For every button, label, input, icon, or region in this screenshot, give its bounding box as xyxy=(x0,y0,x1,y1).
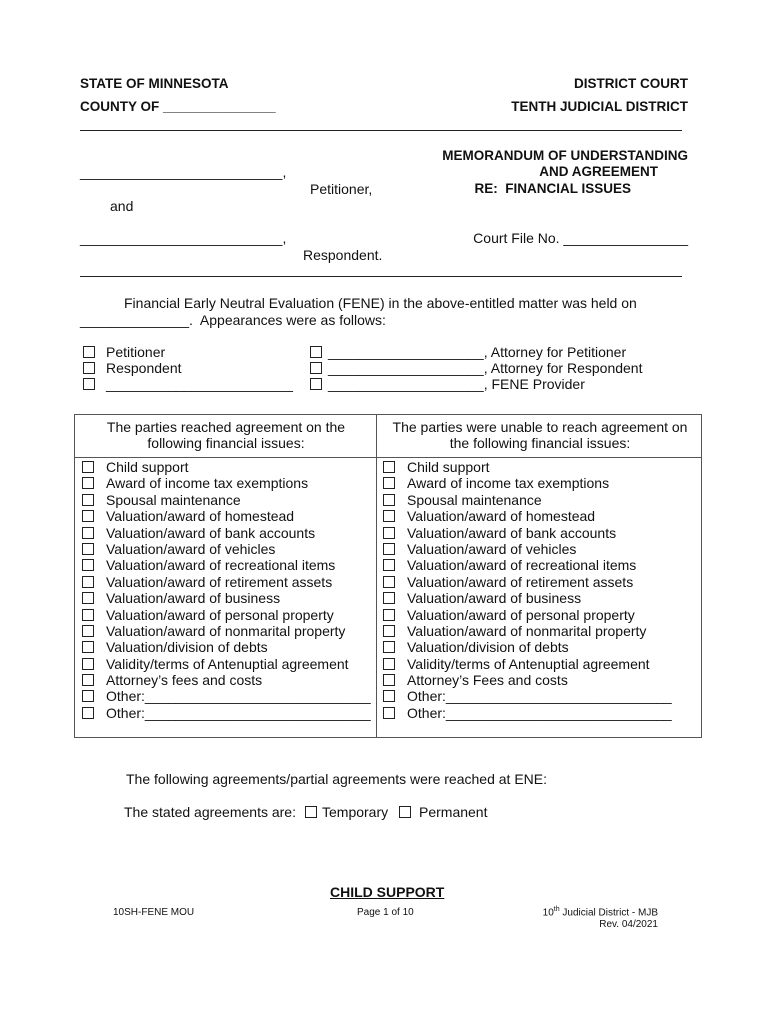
agreed-issue-label: Valuation/award of nonmarital property xyxy=(106,622,346,639)
agreed-issue-label: Valuation/award of personal property xyxy=(106,606,334,623)
unagreed-issue-item xyxy=(376,590,702,606)
respondent-name-blank[interactable]: __________________________, xyxy=(80,230,287,246)
agreed-issue-item xyxy=(75,557,375,573)
agreed-issue-item xyxy=(75,525,375,541)
petitioner-appearance-label: Petitioner xyxy=(106,344,166,360)
permanent-label: Permanent xyxy=(419,804,488,820)
fene-provider-label[interactable]: ____________________, FENE Provider xyxy=(328,376,585,392)
agreed-issue-label: Validity/terms of Antenuptial agreement xyxy=(106,655,349,672)
district-footer-suffix: th xyxy=(553,906,560,913)
unagreed-issue-label: Valuation/award of retirement assets xyxy=(407,573,634,590)
permanent-checkbox[interactable] xyxy=(399,806,411,818)
unagreed-issue-item xyxy=(376,623,702,639)
unagreed-issue-item xyxy=(376,508,702,524)
unagreed-issue-checkbox[interactable] xyxy=(383,641,395,653)
unagreed-issue-checkbox[interactable] xyxy=(383,690,395,702)
district-heading: TENTH JUDICIAL DISTRICT xyxy=(511,99,688,114)
unagreed-issue-item xyxy=(376,705,702,721)
petitioner-label: Petitioner, xyxy=(310,181,373,197)
unagreed-issue-checkbox[interactable] xyxy=(383,527,395,539)
petitioner-checkbox[interactable] xyxy=(83,346,95,358)
unagreed-issues-list xyxy=(376,459,702,721)
agreed-issue-item xyxy=(75,508,375,524)
agreed-issue-item xyxy=(75,607,375,623)
agreed-issue-label: Valuation/award of vehicles xyxy=(106,540,276,557)
unagreed-issue-checkbox[interactable] xyxy=(383,576,395,588)
agreed-issue-item xyxy=(75,639,375,655)
attorney-respondent-label[interactable]: ____________________, Attorney for Respondent xyxy=(328,360,643,376)
unagreed-issue-checkbox[interactable] xyxy=(383,658,395,670)
unagreed-issue-label: Valuation/award of business xyxy=(407,590,582,607)
agreed-issue-label: Valuation/award of retirement assets xyxy=(106,573,333,590)
unagreed-issue-item xyxy=(376,557,702,573)
unagreed-issue-checkbox[interactable] xyxy=(383,707,395,719)
agreed-issue-label: Valuation/award of recreational items xyxy=(106,557,336,574)
temporary-label: Temporary xyxy=(322,804,389,820)
agreed-issue-checkbox[interactable] xyxy=(82,625,94,637)
district-footer-text: Judicial District - MJB xyxy=(559,907,658,919)
unagreed-issue-label: Other:_____________________________ xyxy=(407,688,672,705)
agreed-issue-item xyxy=(75,574,375,590)
unagreed-issue-item xyxy=(376,459,702,475)
agreed-column-header: The parties reached agreement on the following financial issues: xyxy=(106,419,346,451)
unagreed-issue-checkbox[interactable] xyxy=(383,609,395,621)
agreed-issue-label: Attorney’s fees and costs xyxy=(106,672,263,689)
agreed-issue-label: Valuation/award of bank accounts xyxy=(106,524,316,541)
attorney-petitioner-checkbox[interactable] xyxy=(310,346,322,358)
unagreed-issue-label: Valuation/award of recreational items xyxy=(407,557,637,574)
temporary-checkbox[interactable] xyxy=(305,806,317,818)
unagreed-issue-item xyxy=(376,639,702,655)
other-party-checkbox[interactable] xyxy=(83,378,95,390)
unagreed-issue-item xyxy=(376,688,702,704)
unagreed-column-header: The parties were unable to reach agreement on the following financial issues: xyxy=(392,419,688,451)
agreed-issue-item xyxy=(75,492,375,508)
agreed-issue-checkbox[interactable] xyxy=(82,690,94,702)
agreed-issue-checkbox[interactable] xyxy=(82,658,94,670)
unagreed-issue-checkbox[interactable] xyxy=(383,477,395,489)
unagreed-issue-checkbox[interactable] xyxy=(383,592,395,604)
intro-line-1: Financial Early Neutral Evaluation (FENE) in the above-entitled matter was held on xyxy=(124,295,637,311)
revision-date: Rev. 04/2021 xyxy=(599,919,658,930)
unagreed-issue-item xyxy=(376,475,702,491)
child-support-heading: CHILD SUPPORT xyxy=(330,884,445,900)
unagreed-issue-item xyxy=(376,672,702,688)
unagreed-issue-checkbox[interactable] xyxy=(383,461,395,473)
agreed-issue-label: Award of income tax exemptions xyxy=(106,475,309,492)
title-line-3: RE: FINANCIAL ISSUES xyxy=(474,181,631,196)
unagreed-issue-checkbox[interactable] xyxy=(383,559,395,571)
agreed-issue-checkbox[interactable] xyxy=(82,592,94,604)
petitioner-name-blank[interactable]: __________________________, xyxy=(80,164,287,180)
agreed-issue-checkbox[interactable] xyxy=(82,477,94,489)
court-heading: DISTRICT COURT xyxy=(574,76,688,91)
attorney-petitioner-label[interactable]: ____________________, Attorney for Petitioner xyxy=(328,344,627,360)
and-label: and xyxy=(110,198,134,214)
agreed-issue-label: Spousal maintenance xyxy=(106,491,241,508)
title-line-1: MEMORANDUM OF UNDERSTANDING xyxy=(442,148,688,163)
other-party-blank[interactable]: ________________________ xyxy=(106,376,293,392)
unagreed-issue-item xyxy=(376,607,702,623)
agreed-issue-checkbox[interactable] xyxy=(82,494,94,506)
financial-issues-table xyxy=(74,414,702,738)
agreed-issue-label: Valuation/award of homestead xyxy=(106,508,295,525)
unagreed-issue-item xyxy=(376,656,702,672)
respondent-checkbox[interactable] xyxy=(83,362,95,374)
unagreed-issue-label: Valuation/award of vehicles xyxy=(407,540,577,557)
unagreed-issue-checkbox[interactable] xyxy=(383,543,395,555)
agreed-issue-checkbox[interactable] xyxy=(82,576,94,588)
agreed-issue-item xyxy=(75,590,375,606)
agreed-issue-item xyxy=(75,541,375,557)
table-header-divider xyxy=(75,457,701,458)
title-line-2: AND AGREEMENT xyxy=(539,164,658,179)
agreed-issue-item xyxy=(75,656,375,672)
agreed-issue-checkbox[interactable] xyxy=(82,609,94,621)
agreed-issue-checkbox[interactable] xyxy=(82,641,94,653)
district-footer xyxy=(543,906,658,918)
fene-provider-checkbox[interactable] xyxy=(310,378,322,390)
agreed-issue-label: Child support xyxy=(106,459,189,475)
stated-agreements-label: The stated agreements are: xyxy=(124,804,296,820)
unagreed-issue-label: Valuation/award of personal property xyxy=(407,606,635,623)
unagreed-issue-label: Valuation/award of nonmarital property xyxy=(407,622,647,639)
unagreed-issue-label: Valuation/award of bank accounts xyxy=(407,524,617,541)
agreed-issue-item xyxy=(75,459,375,475)
agreements-reached-line: The following agreements/partial agreements were reached at ENE: xyxy=(126,771,547,787)
court-file-number[interactable]: Court File No. ________________ xyxy=(473,230,688,246)
page-number: Page 1 of 10 xyxy=(357,907,414,918)
agreed-issue-label: Other:_____________________________ xyxy=(106,688,371,705)
unagreed-issue-label: Attorney’s Fees and costs xyxy=(407,672,568,689)
unagreed-issue-label: Child support xyxy=(407,459,490,475)
unagreed-issue-label: Valuation/division of debts xyxy=(407,639,569,656)
agreed-issue-checkbox[interactable] xyxy=(82,674,94,686)
agreed-issue-item xyxy=(75,475,375,491)
unagreed-issue-checkbox[interactable] xyxy=(383,510,395,522)
county-heading: COUNTY OF _______________ xyxy=(80,99,276,114)
respondent-label: Respondent. xyxy=(303,247,383,263)
agreed-issue-item xyxy=(75,672,375,688)
unagreed-issue-label: Valuation/award of homestead xyxy=(407,508,596,525)
header-divider xyxy=(80,130,682,131)
agreed-issue-checkbox[interactable] xyxy=(82,559,94,571)
unagreed-issue-item xyxy=(376,525,702,541)
state-heading: STATE OF MINNESOTA xyxy=(80,76,229,91)
agreed-issue-label: Other:_____________________________ xyxy=(106,704,371,721)
unagreed-issue-label: Award of income tax exemptions xyxy=(407,475,610,492)
district-footer-number: 10 xyxy=(542,907,554,919)
agreed-issue-item xyxy=(75,705,375,721)
agreed-issue-checkbox[interactable] xyxy=(82,707,94,719)
unagreed-issue-checkbox[interactable] xyxy=(383,625,395,637)
agreed-issue-label: Valuation/division of debts xyxy=(106,639,268,656)
agreed-issue-checkbox[interactable] xyxy=(82,461,94,473)
unagreed-issue-item xyxy=(376,541,702,557)
agreed-issue-item xyxy=(75,688,375,704)
unagreed-issue-label: Validity/terms of Antenuptial agreement xyxy=(407,655,650,672)
agreed-issue-label: Valuation/award of business xyxy=(106,590,281,607)
unagreed-issue-checkbox[interactable] xyxy=(383,494,395,506)
agreed-issue-checkbox[interactable] xyxy=(82,543,94,555)
intro-line-2: ______________. Appearances were as follows: xyxy=(80,312,386,328)
unagreed-issue-label: Spousal maintenance xyxy=(407,491,542,508)
unagreed-issue-checkbox[interactable] xyxy=(383,674,395,686)
unagreed-issue-item xyxy=(376,492,702,508)
agreed-issue-checkbox[interactable] xyxy=(82,527,94,539)
unagreed-issue-item xyxy=(376,574,702,590)
attorney-respondent-checkbox[interactable] xyxy=(310,362,322,374)
respondent-appearance-label: Respondent xyxy=(106,360,182,376)
agreed-issue-checkbox[interactable] xyxy=(82,510,94,522)
agreed-issues-list xyxy=(75,459,375,721)
agreed-issue-item xyxy=(75,623,375,639)
unagreed-issue-label: Other:_____________________________ xyxy=(407,704,672,721)
caption-divider xyxy=(80,276,682,277)
form-id: 10SH-FENE MOU xyxy=(113,907,195,918)
